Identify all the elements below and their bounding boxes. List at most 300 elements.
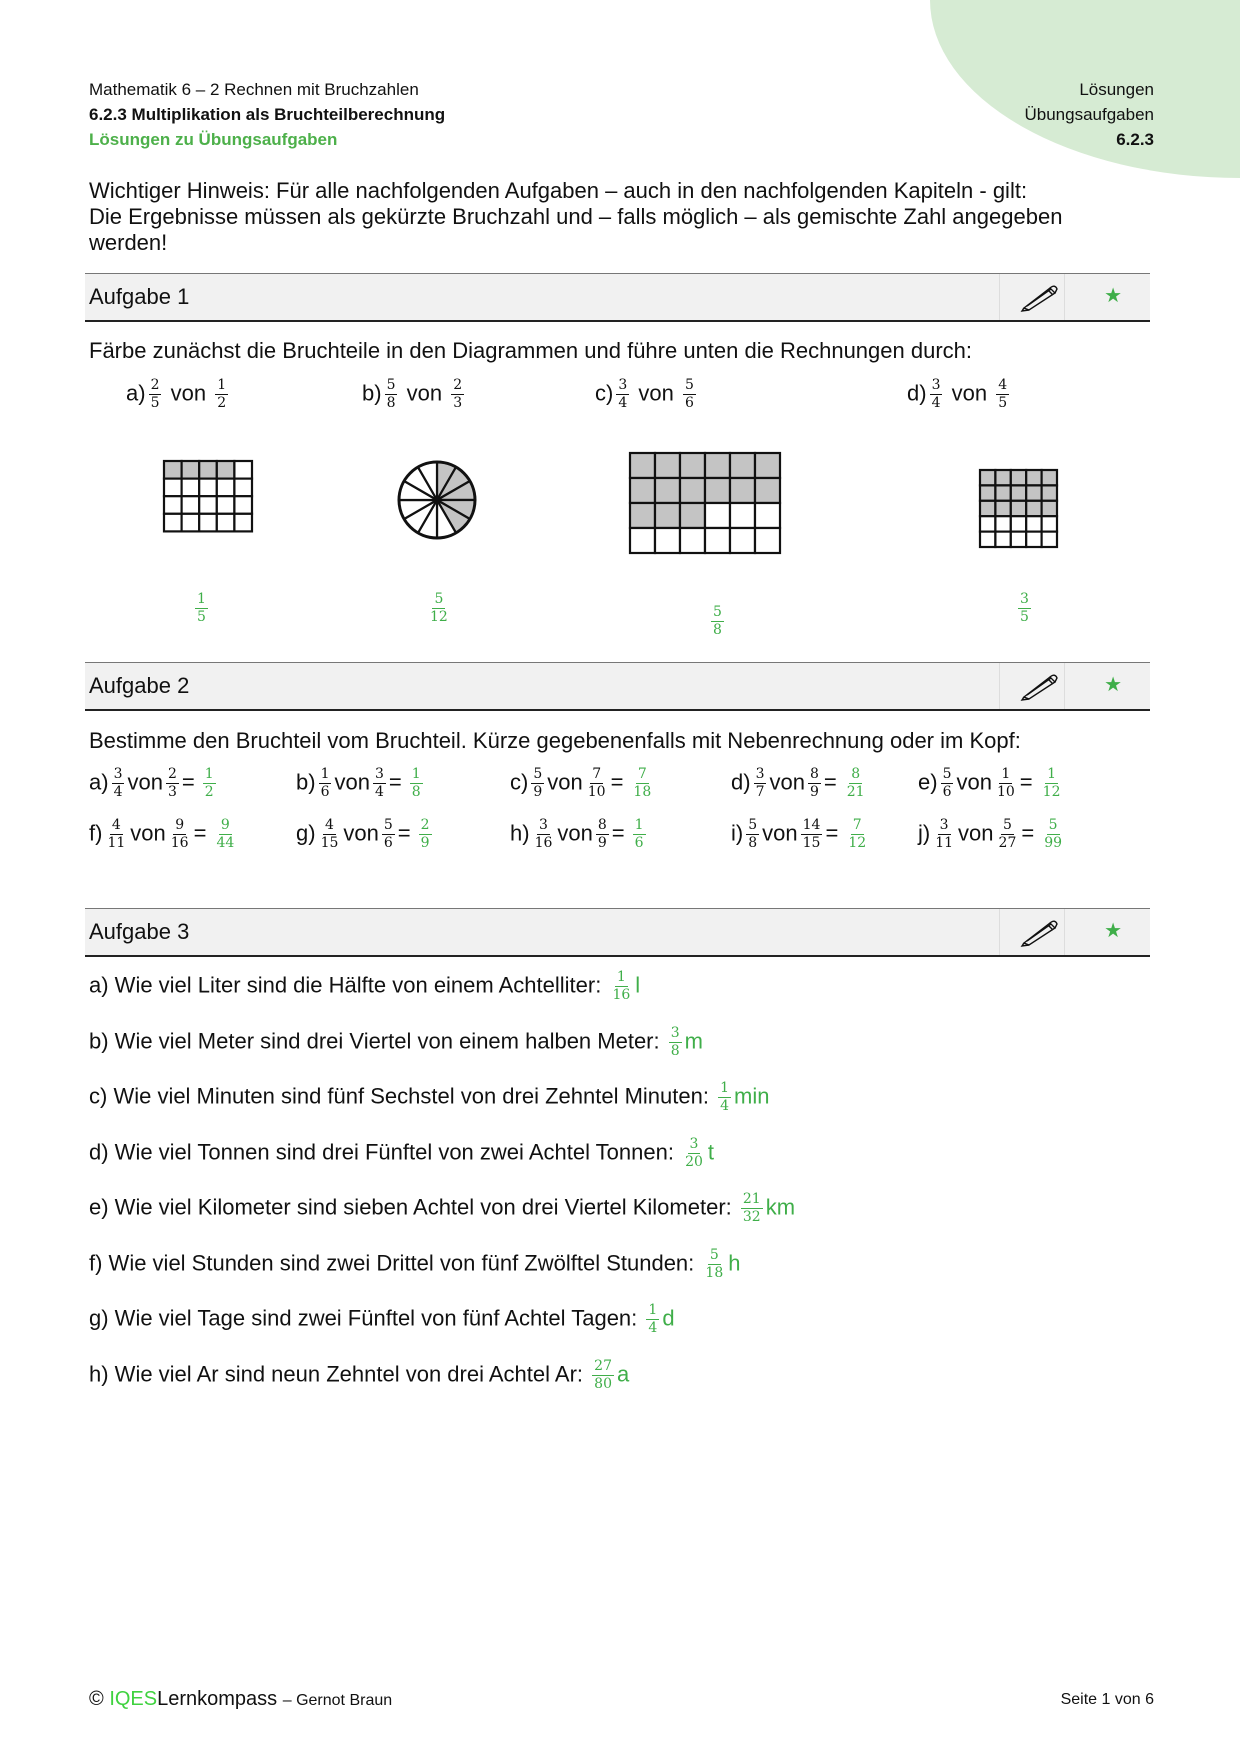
task2-item <box>510 818 649 851</box>
grid-cell <box>199 496 217 514</box>
item-label: d) <box>907 380 927 406</box>
numerator: 3 <box>939 817 949 833</box>
von-word: von <box>632 380 680 406</box>
denominator: 16 <box>612 987 631 1003</box>
result-fraction <box>718 1081 731 1114</box>
task3-item <box>89 1081 769 1114</box>
numerator: 9 <box>175 817 185 833</box>
numerator: 5 <box>713 604 722 620</box>
numerator: 8 <box>851 766 861 782</box>
denominator: 8 <box>713 622 722 638</box>
task1-instruction: Färbe zunächst die Bruchteile in den Diagrammen und führe unten die Rechnungen durch: <box>89 338 972 363</box>
section-title: Aufgabe 1 <box>89 284 190 309</box>
fraction-a <box>533 818 555 851</box>
fraction-a <box>754 767 767 800</box>
task3-item <box>89 1026 703 1059</box>
grid-cell <box>730 478 755 503</box>
grid-cell <box>980 516 995 531</box>
numerator: 3 <box>689 1135 699 1152</box>
task3-item <box>89 1192 795 1225</box>
numerator: 5 <box>942 766 952 782</box>
equals-sign: = <box>388 769 402 795</box>
task3-item <box>89 970 640 1003</box>
document-header <box>89 77 445 152</box>
grid-cell <box>995 470 1010 485</box>
question-text: b) Wie viel Meter sind drei Viertel von einem halben Meter: <box>89 1027 666 1053</box>
denominator: 6 <box>383 835 393 851</box>
numerator: 5 <box>684 377 694 393</box>
grid-cell <box>705 478 730 503</box>
numerator: 4 <box>325 817 334 833</box>
grid-cell <box>680 453 705 478</box>
question-text: h) Wie viel Ar sind neun Zehntel von drei Achtel Ar: <box>89 1360 590 1386</box>
von-word: von <box>956 769 992 795</box>
numerator: 7 <box>637 766 647 782</box>
grid-cell <box>1026 485 1041 500</box>
task2-item <box>918 767 1065 800</box>
denominator: 4 <box>648 1320 658 1336</box>
result-unit: h <box>728 1249 741 1275</box>
denominator: 5 <box>1020 609 1029 625</box>
numerator: 3 <box>755 766 765 782</box>
grid-cell <box>1011 532 1026 547</box>
result-fraction <box>703 1248 725 1281</box>
section-header-aufgabe-2 <box>85 662 1150 711</box>
denominator: 9 <box>597 835 607 851</box>
question-text: d) Wie viel Tonnen sind drei Fünftel von zwei Achtel Tonnen: <box>89 1138 681 1164</box>
pencil-icon <box>1020 671 1060 701</box>
grid-cell <box>164 461 182 479</box>
fraction-b <box>382 818 395 851</box>
equals-sign: = <box>610 769 624 795</box>
grid-cell <box>164 514 182 532</box>
question-text: g) Wie viel Tage sind zwei Fünftel von fünf Achtel Tagen: <box>89 1305 644 1331</box>
task2-item <box>731 767 870 800</box>
denominator: 21 <box>846 784 865 800</box>
grid-cell <box>705 528 730 553</box>
von-word: von <box>557 820 593 846</box>
grid-cell <box>630 528 655 553</box>
denominator: 12 <box>1042 784 1061 800</box>
grid-cell <box>655 528 680 553</box>
grid-cell <box>1011 470 1026 485</box>
divider <box>999 274 1000 320</box>
grid-cell <box>164 479 182 497</box>
result-fraction <box>203 767 216 800</box>
header-right-line2: Übungsaufgaben <box>1024 105 1154 124</box>
grid-cell <box>730 453 755 478</box>
grid-cell <box>182 461 200 479</box>
von-word: von <box>547 769 583 795</box>
result-fraction <box>419 818 432 851</box>
numerator: 1 <box>1047 766 1057 782</box>
note-line: Wichtiger Hinweis: Für alle nachfolgenden Aufgaben – auch in den nachfolgenden Kapiteln - gilt: <box>89 178 1028 203</box>
denominator: 7 <box>755 784 765 800</box>
grid-cell <box>980 470 995 485</box>
fraction-b <box>683 378 696 411</box>
item-label: a) <box>89 769 109 795</box>
equals-sign: = <box>193 820 207 846</box>
result-fraction <box>592 1359 614 1392</box>
fraction-circle-diagram <box>396 459 478 541</box>
result-fraction <box>214 818 236 851</box>
numerator: 3 <box>1020 591 1029 607</box>
result-unit: d <box>662 1305 675 1331</box>
denominator: 11 <box>107 835 126 851</box>
result-unit: a <box>616 1360 630 1386</box>
fraction-b <box>451 378 464 411</box>
fraction-b <box>808 767 821 800</box>
header-right <box>1024 77 1154 152</box>
fraction-b <box>997 818 1019 851</box>
grid-cell <box>995 532 1010 547</box>
grid-cell <box>1042 485 1057 500</box>
numerator: 3 <box>618 377 628 393</box>
fraction-a <box>149 378 162 411</box>
section-header-aufgabe-3 <box>85 908 1150 957</box>
denominator: 18 <box>705 1264 724 1281</box>
fraction-b <box>215 378 228 411</box>
task3-item <box>89 1248 740 1281</box>
fraction-a <box>319 818 341 851</box>
von-word: von <box>958 820 994 846</box>
numerator: 1 <box>320 766 330 782</box>
numerator: 5 <box>1002 817 1012 833</box>
numerator: 3 <box>539 817 548 833</box>
grid-cell <box>182 514 200 532</box>
fraction-b <box>373 767 386 800</box>
numerator: 3 <box>670 1024 680 1041</box>
numerator: 7 <box>592 766 602 782</box>
numerator: 5 <box>748 817 758 833</box>
denominator: 5 <box>197 609 206 625</box>
fraction-a <box>941 767 954 800</box>
result-unit: km <box>765 1194 796 1220</box>
numerator: 1 <box>204 766 214 782</box>
fraction-a <box>319 767 332 800</box>
solutions-subtitle: Lösungen zu Übungsaufgaben <box>89 130 338 149</box>
denominator: 20 <box>685 1153 703 1170</box>
denominator: 27 <box>998 835 1017 851</box>
grid-cell <box>980 485 995 500</box>
header-right-line3: 6.2.3 <box>1116 130 1154 149</box>
page-number: Seite 1 von 6 <box>1060 1691 1154 1708</box>
item-label: d) <box>731 769 751 795</box>
fraction-b <box>596 818 609 851</box>
task2-item <box>89 818 239 851</box>
denominator: 8 <box>386 395 396 411</box>
von-word: von <box>762 820 798 846</box>
grid-cell <box>199 479 217 497</box>
section-header-aufgabe-1 <box>85 273 1150 322</box>
task1-item <box>907 378 1012 411</box>
denominator: 6 <box>684 395 694 411</box>
task1-item <box>362 378 467 411</box>
numerator: 4 <box>998 377 1008 393</box>
numerator: 1 <box>217 377 227 393</box>
denominator: 2 <box>204 784 214 800</box>
task1-answer <box>428 592 450 625</box>
denominator: 11 <box>935 835 954 851</box>
task1-answer <box>711 605 724 638</box>
grid-cell <box>1042 516 1057 531</box>
numerator: 5 <box>386 377 396 393</box>
item-label: g) <box>296 820 316 846</box>
numerator: 2 <box>167 766 177 782</box>
denominator: 12 <box>848 835 867 851</box>
subject-line: Mathematik 6 – 2 Rechnen mit Bruchzahlen <box>89 80 419 99</box>
result-fraction <box>683 1137 705 1170</box>
task1-item <box>595 378 699 411</box>
question-text: a) Wie viel Liter sind die Hälfte von einem Achtelliter: <box>89 972 608 998</box>
task2-instruction: Bestimme den Bruchteil vom Bruchteil. Kürze gegebenenfalls mit Nebenrechnung oder im Kopf: <box>89 728 1021 753</box>
denominator: 4 <box>618 395 628 411</box>
result-fraction <box>741 1192 763 1225</box>
numerator: 7 <box>852 817 862 833</box>
fraction-b <box>995 767 1017 800</box>
denominator: 6 <box>634 835 644 851</box>
grid-cell <box>680 478 705 503</box>
brand-lernkompass: Lernkompass <box>157 1688 278 1710</box>
denominator: 10 <box>587 784 606 800</box>
grid-cell <box>217 496 235 514</box>
task1-answer <box>195 592 208 625</box>
denominator: 9 <box>809 784 819 800</box>
denominator: 8 <box>748 835 758 851</box>
task2-item <box>89 767 219 800</box>
result-unit: l <box>635 972 641 998</box>
grid-cell <box>1042 470 1057 485</box>
denominator: 16 <box>170 835 189 851</box>
author: – Gernot Braun <box>282 1692 393 1709</box>
denominator: 6 <box>320 784 330 800</box>
von-word: von <box>164 380 213 406</box>
task2-item <box>296 818 435 851</box>
numerator: 1 <box>634 817 644 833</box>
star-icon: ★ <box>1104 920 1122 942</box>
denominator: 4 <box>931 395 941 411</box>
denominator: 16 <box>534 835 553 851</box>
numerator: 27 <box>594 1357 612 1374</box>
result-fraction <box>631 767 653 800</box>
result-fraction <box>1041 767 1063 800</box>
grid-cell <box>705 503 730 528</box>
numerator: 5 <box>383 817 393 833</box>
numerator: 5 <box>709 1246 719 1263</box>
result-fraction <box>410 767 423 800</box>
divider <box>1064 663 1065 709</box>
numerator: 1 <box>197 591 206 607</box>
numerator: 8 <box>597 817 607 833</box>
grid-cell <box>1011 485 1026 500</box>
denominator: 9 <box>533 784 543 800</box>
grid-cell <box>630 478 655 503</box>
denominator: 5 <box>150 395 160 411</box>
von-word: von <box>343 820 379 846</box>
task3-item <box>89 1137 714 1170</box>
grid-cell <box>234 496 252 514</box>
denominator: 99 <box>1044 835 1063 851</box>
item-label: c) <box>595 380 614 406</box>
equals-sign: = <box>181 769 195 795</box>
denominator: 12 <box>430 609 448 625</box>
numerator: 8 <box>809 766 819 782</box>
equals-sign: = <box>823 769 837 795</box>
fraction-b <box>996 378 1009 411</box>
grid-cell <box>755 453 780 478</box>
chapter-title: 6.2.3 Multiplikation als Bruchteilberechnung <box>89 105 446 124</box>
item-label: b) <box>362 380 382 406</box>
grid-cell <box>1011 501 1026 516</box>
von-word: von <box>334 769 370 795</box>
denominator: 32 <box>742 1209 761 1225</box>
von-word: von <box>769 769 805 795</box>
item-label: c) <box>510 769 529 795</box>
equals-sign: = <box>397 820 411 846</box>
note-line: werden! <box>89 230 168 255</box>
item-label: b) <box>296 769 316 795</box>
denominator: 3 <box>167 784 177 800</box>
fraction-a <box>385 378 398 411</box>
denominator: 10 <box>996 784 1015 800</box>
divider <box>1064 909 1065 955</box>
von-word: von <box>127 769 163 795</box>
numerator: 5 <box>533 766 543 782</box>
footer-copyright <box>89 1688 392 1711</box>
grid-cell <box>630 453 655 478</box>
numerator: 1 <box>720 1080 729 1096</box>
von-word: von <box>945 380 994 406</box>
task2-item <box>510 767 656 800</box>
result-fraction <box>669 1026 682 1059</box>
fraction-b <box>801 818 823 851</box>
section-title: Aufgabe 2 <box>89 673 190 698</box>
result-fraction <box>646 1303 659 1336</box>
grid-cell <box>217 461 235 479</box>
grid-cell <box>705 453 730 478</box>
equals-sign: = <box>825 820 839 846</box>
question-text: e) Wie viel Kilometer sind sieben Achtel von drei Viertel Kilometer: <box>89 1194 738 1220</box>
grid-cell <box>1042 501 1057 516</box>
grid-cell <box>680 503 705 528</box>
task2-item <box>296 767 426 800</box>
grid-cell <box>730 503 755 528</box>
fraction-a <box>746 818 759 851</box>
result-fraction <box>1042 818 1064 851</box>
star-icon: ★ <box>1104 674 1122 696</box>
task2-item <box>731 818 871 851</box>
fraction-a <box>531 767 544 800</box>
grid-cell <box>217 514 235 532</box>
grid-cell <box>182 496 200 514</box>
task3-item <box>89 1303 675 1336</box>
question-text: c) Wie viel Minuten sind fünf Sechstel von drei Zehntel Minuten: <box>89 1083 716 1109</box>
equals-sign: = <box>1019 769 1033 795</box>
von-word: von <box>400 380 449 406</box>
numerator: 9 <box>220 817 230 833</box>
equals-sign: = <box>611 820 625 846</box>
grid-cell <box>995 516 1010 531</box>
numerator: 5 <box>434 591 444 607</box>
denominator: 9 <box>420 835 430 851</box>
grid-cell <box>980 501 995 516</box>
fraction-a <box>105 818 127 851</box>
item-label: e) <box>918 769 938 795</box>
fraction-a <box>112 767 125 800</box>
brand-iqes: IQES <box>109 1688 158 1710</box>
grid-cell <box>755 503 780 528</box>
item-label: f) <box>89 820 103 846</box>
numerator: 5 <box>1048 817 1058 833</box>
important-note <box>89 178 1149 256</box>
denominator: 6 <box>942 784 952 800</box>
numerator: 14 <box>802 817 821 833</box>
fraction-b <box>169 818 191 851</box>
pencil-icon <box>1020 917 1060 947</box>
header-right-line1: Lösungen <box>1079 80 1154 99</box>
question-text: f) Wie viel Stunden sind zwei Drittel von fünf Zwölftel Stunden: <box>89 1249 701 1275</box>
result-fraction <box>846 818 868 851</box>
divider <box>999 909 1000 955</box>
numerator: 1 <box>648 1302 658 1318</box>
item-label: h) <box>510 820 530 846</box>
divider <box>999 663 1000 709</box>
grid-cell <box>234 514 252 532</box>
grid-cell <box>234 479 252 497</box>
denominator: 2 <box>217 395 227 411</box>
fraction-b <box>166 767 179 800</box>
numerator: 21 <box>742 1191 761 1207</box>
fraction-a <box>616 378 629 411</box>
grid-cell <box>655 453 680 478</box>
item-label: j) <box>918 820 931 846</box>
grid-cell <box>234 461 252 479</box>
grid-cell <box>1026 501 1041 516</box>
divider <box>1064 274 1065 320</box>
denominator: 4 <box>374 784 384 800</box>
fraction-grid-diagram <box>978 468 1059 549</box>
fraction-grid-diagram <box>162 459 254 533</box>
numerator: 3 <box>374 766 384 782</box>
grid-cell <box>730 528 755 553</box>
grid-cell <box>1026 470 1041 485</box>
pencil-icon <box>1020 282 1060 312</box>
grid-cell <box>655 478 680 503</box>
task2-item <box>918 818 1067 851</box>
result-fraction <box>610 970 632 1003</box>
numerator: 4 <box>111 817 121 833</box>
item-label: i) <box>731 820 744 846</box>
grid-cell <box>1026 516 1041 531</box>
fraction-a <box>930 378 943 411</box>
fraction-grid-diagram <box>628 451 782 555</box>
grid-cell <box>1042 532 1057 547</box>
grid-cell <box>164 496 182 514</box>
grid-cell <box>680 528 705 553</box>
task1-item <box>126 378 231 411</box>
result-unit: t <box>707 1138 715 1164</box>
denominator: 15 <box>802 835 821 851</box>
numerator: 2 <box>453 377 463 393</box>
denominator: 18 <box>633 784 652 800</box>
grid-cell <box>1011 516 1026 531</box>
grid-cell <box>217 479 235 497</box>
denominator: 80 <box>594 1375 612 1392</box>
denominator: 4 <box>720 1098 729 1114</box>
numerator: 3 <box>113 766 123 782</box>
numerator: 3 <box>931 377 941 393</box>
result-unit: m <box>684 1027 703 1053</box>
